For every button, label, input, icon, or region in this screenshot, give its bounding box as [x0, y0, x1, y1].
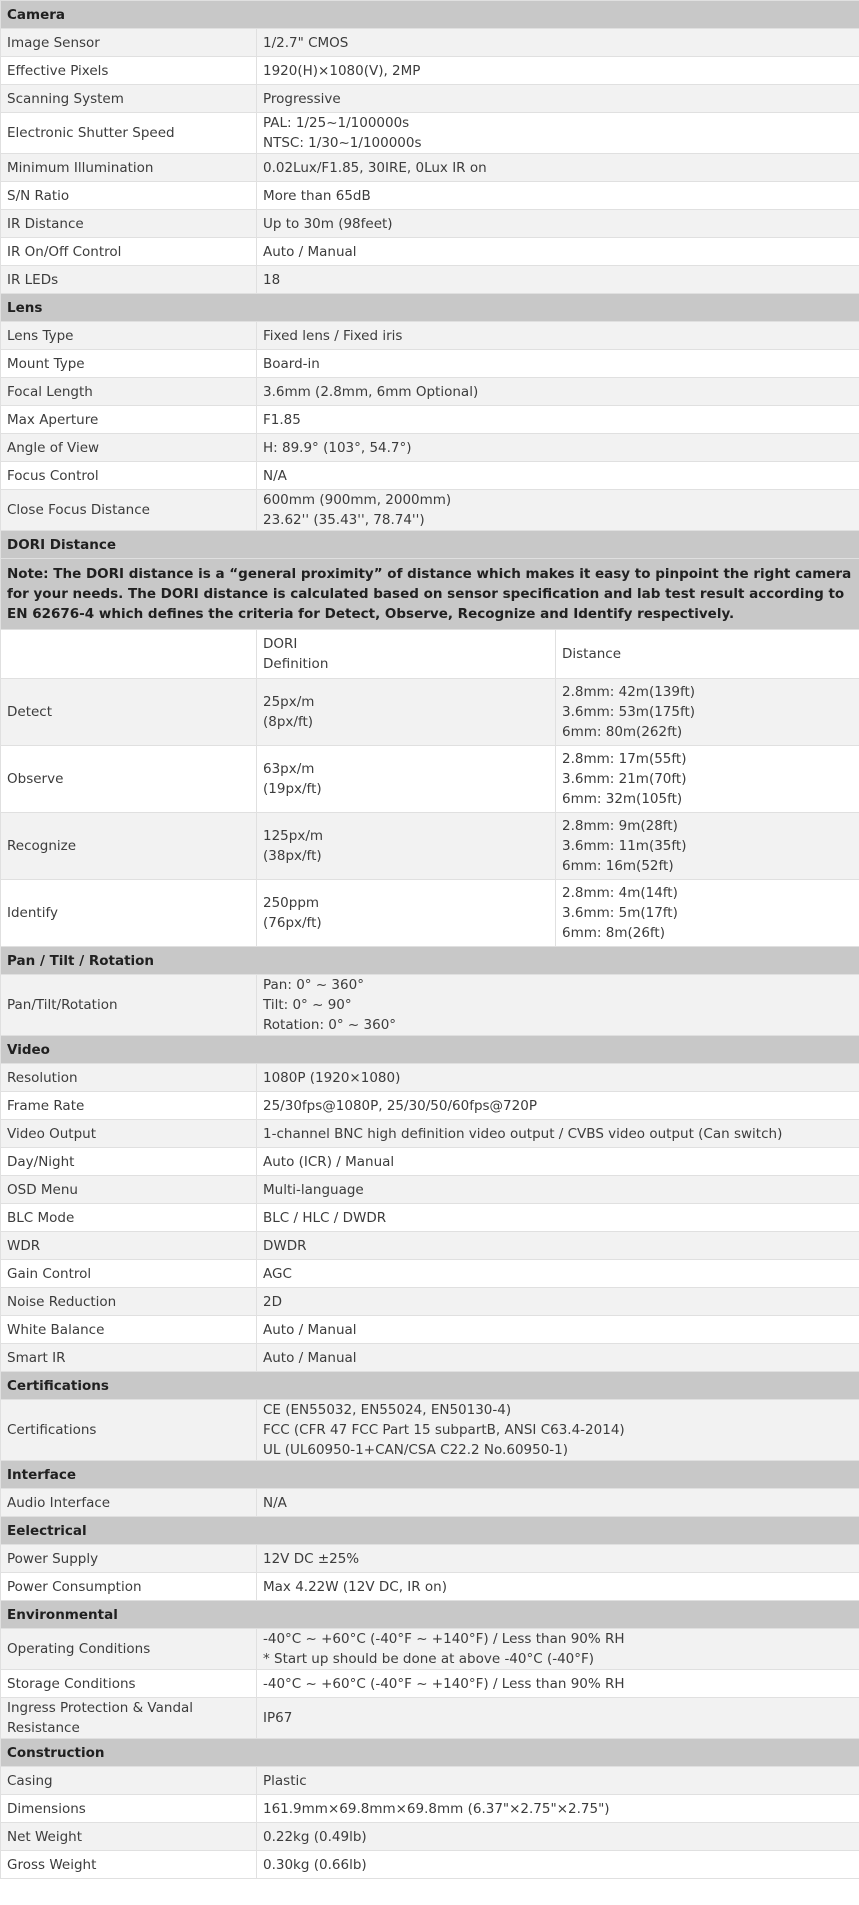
spec-row-sn-ratio — [1, 182, 859, 210]
spec-value: 2D — [257, 1288, 859, 1316]
section-title: Lens — [1, 294, 859, 322]
section-lens — [1, 294, 859, 322]
spec-value: Fixed lens / Fixed iris — [257, 322, 859, 350]
spec-row-operating-conditions — [1, 1629, 859, 1670]
spec-value-line: UL (UL60950-1+CAN/CSA C22.2 No.60950-1) — [263, 1442, 569, 1458]
dori-distance-line: 6mm: 32m(105ft) — [562, 791, 683, 807]
spec-value: N/A — [257, 1489, 859, 1517]
spec-row-image-sensor — [1, 29, 859, 57]
spec-value: 18 — [257, 266, 859, 294]
spec-row-mount-type — [1, 350, 859, 378]
dori-definition-line: 125px/m — [263, 828, 324, 844]
section-construction — [1, 1739, 859, 1767]
spec-label: Focus Control — [1, 462, 257, 490]
spec-label: Gross Weight — [1, 1851, 257, 1879]
spec-value — [257, 1400, 859, 1461]
section-interface — [1, 1461, 859, 1489]
spec-row-shutter-speed — [1, 113, 859, 154]
spec-value: N/A — [257, 462, 859, 490]
spec-label: Focal Length — [1, 378, 257, 406]
dori-distance — [556, 813, 859, 880]
dori-note-row — [1, 559, 859, 630]
spec-label: S/N Ratio — [1, 182, 257, 210]
spec-label: Electronic Shutter Speed — [1, 113, 257, 154]
spec-row-frame-rate — [1, 1092, 859, 1120]
section-electrical — [1, 1517, 859, 1545]
dori-definition-line: 250ppm — [263, 895, 320, 911]
dori-distance-line: 6mm: 16m(52ft) — [562, 858, 674, 874]
dori-distance-line: 3.6mm: 21m(70ft) — [562, 771, 687, 787]
spec-label: White Balance — [1, 1316, 257, 1344]
dori-distance-line: 3.6mm: 5m(17ft) — [562, 905, 678, 921]
spec-label: IR LEDs — [1, 266, 257, 294]
dori-distance — [556, 679, 859, 746]
spec-label: Noise Reduction — [1, 1288, 257, 1316]
spec-label: Power Consumption — [1, 1573, 257, 1601]
spec-value: Auto / Manual — [257, 238, 859, 266]
spec-label: Frame Rate — [1, 1092, 257, 1120]
section-title: Pan / Tilt / Rotation — [1, 947, 859, 975]
spec-value: IP67 — [257, 1698, 859, 1739]
spec-value: 3.6mm (2.8mm, 6mm Optional) — [257, 378, 859, 406]
spec-row-smart-ir — [1, 1344, 859, 1372]
spec-label: Operating Conditions — [1, 1629, 257, 1670]
spec-value: 1-channel BNC high definition video output / CVBS video output (Can switch) — [257, 1120, 859, 1148]
dori-label: Detect — [1, 679, 257, 746]
spec-value: Auto (ICR) / Manual — [257, 1148, 859, 1176]
spec-label: Scanning System — [1, 85, 257, 113]
spec-label: Angle of View — [1, 434, 257, 462]
spec-value: 161.9mm×69.8mm×69.8mm (6.37"×2.75"×2.75") — [257, 1795, 859, 1823]
section-environmental — [1, 1601, 859, 1629]
dori-header-row — [1, 630, 859, 679]
spec-value: BLC / HLC / DWDR — [257, 1204, 859, 1232]
spec-row-effective-pixels — [1, 57, 859, 85]
spec-value: Progressive — [257, 85, 859, 113]
dori-distance-line: 2.8mm: 9m(28ft) — [562, 818, 678, 834]
spec-row-close-focus — [1, 490, 859, 531]
spec-row-audio-interface — [1, 1489, 859, 1517]
spec-value — [257, 1629, 859, 1670]
spec-label: Pan/Tilt/Rotation — [1, 975, 257, 1036]
spec-label: Power Supply — [1, 1545, 257, 1573]
spec-label: OSD Menu — [1, 1176, 257, 1204]
spec-label: Image Sensor — [1, 29, 257, 57]
spec-value-line: Rotation: 0° ~ 360° — [263, 1017, 397, 1033]
spec-row-angle-of-view — [1, 434, 859, 462]
section-title: Construction — [1, 1739, 859, 1767]
spec-label: Certifications — [1, 1400, 257, 1461]
dori-distance-header: Distance — [556, 630, 859, 679]
spec-value: AGC — [257, 1260, 859, 1288]
spec-value: 0.22kg (0.49lb) — [257, 1823, 859, 1851]
dori-definition — [257, 746, 556, 813]
spec-value-line: PAL: 1/25~1/100000s — [263, 115, 410, 131]
spec-row-gain-control — [1, 1260, 859, 1288]
spec-row-pan-tilt-rotation — [1, 975, 859, 1036]
spec-value: 1920(H)×1080(V), 2MP — [257, 57, 859, 85]
spec-value: Auto / Manual — [257, 1316, 859, 1344]
dori-definition-line: (76px/ft) — [263, 915, 322, 931]
dori-empty-cell — [1, 630, 257, 679]
spec-row-storage-conditions — [1, 1670, 859, 1698]
spec-value: H: 89.9° (103°, 54.7°) — [257, 434, 859, 462]
spec-value — [257, 490, 859, 531]
dori-definition — [257, 880, 556, 947]
dori-definition-header-line: DORI — [263, 636, 298, 652]
spec-value: More than 65dB — [257, 182, 859, 210]
dori-distance-line: 2.8mm: 42m(139ft) — [562, 684, 696, 700]
dori-row-detect — [1, 679, 859, 746]
dori-label: Recognize — [1, 813, 257, 880]
spec-row-blc-mode — [1, 1204, 859, 1232]
dori-row-observe — [1, 746, 859, 813]
spec-row-scanning-system — [1, 85, 859, 113]
spec-label: IR Distance — [1, 210, 257, 238]
spec-row-power-consumption — [1, 1573, 859, 1601]
spec-value — [257, 113, 859, 154]
spec-value-line: CE (EN55032, EN55024, EN50130-4) — [263, 1402, 512, 1418]
spec-value: 0.30kg (0.66lb) — [257, 1851, 859, 1879]
section-title: Video — [1, 1036, 859, 1064]
spec-value-line: Tilt: 0° ~ 90° — [263, 997, 352, 1013]
section-video — [1, 1036, 859, 1064]
spec-label: BLC Mode — [1, 1204, 257, 1232]
spec-label: Minimum Illumination — [1, 154, 257, 182]
spec-value: 25/30fps@1080P, 25/30/50/60fps@720P — [257, 1092, 859, 1120]
spec-value: 12V DC ±25% — [257, 1545, 859, 1573]
spec-row-casing — [1, 1767, 859, 1795]
dori-label: Identify — [1, 880, 257, 947]
dori-definition-header-line: Definition — [263, 656, 329, 672]
dori-definition — [257, 813, 556, 880]
spec-value-line: -40°C ~ +60°C (-40°F ~ +140°F) / Less than 90% RH — [263, 1631, 625, 1647]
spec-label: Close Focus Distance — [1, 490, 257, 531]
spec-label: Dimensions — [1, 1795, 257, 1823]
spec-label: Lens Type — [1, 322, 257, 350]
spec-value: Up to 30m (98feet) — [257, 210, 859, 238]
spec-value: Max 4.22W (12V DC, IR on) — [257, 1573, 859, 1601]
spec-label: Resolution — [1, 1064, 257, 1092]
dori-distance-line: 2.8mm: 4m(14ft) — [562, 885, 678, 901]
section-title: Interface — [1, 1461, 859, 1489]
spec-row-resolution — [1, 1064, 859, 1092]
spec-row-ingress-protection — [1, 1698, 859, 1739]
spec-label: WDR — [1, 1232, 257, 1260]
dori-distance-line: 6mm: 80m(262ft) — [562, 724, 683, 740]
dori-note: Note: The DORI distance is a “general proximity” of distance which makes it easy to pinpoint the right camera for your needs. The DORI distance is calculated based on sensor specification and lab test result according to EN 62676-4 which defines the criteria for Detect, Observe, Recognize and Identify respectively. — [1, 559, 859, 630]
spec-label: Gain Control — [1, 1260, 257, 1288]
spec-label: IR On/Off Control — [1, 238, 257, 266]
spec-value-line: 600mm (900mm, 2000mm) — [263, 492, 452, 508]
spec-row-ir-distance — [1, 210, 859, 238]
spec-value-line: 23.62'' (35.43'', 78.74'') — [263, 512, 425, 528]
spec-value: DWDR — [257, 1232, 859, 1260]
spec-label: Effective Pixels — [1, 57, 257, 85]
spec-value: 1080P (1920×1080) — [257, 1064, 859, 1092]
dori-definition-line: (8px/ft) — [263, 714, 314, 730]
spec-value-line: Pan: 0° ~ 360° — [263, 977, 364, 993]
spec-value-line: * Start up should be done at above -40°C (-40°F) — [263, 1651, 595, 1667]
spec-row-wdr — [1, 1232, 859, 1260]
dori-definition-header — [257, 630, 556, 679]
spec-label: Storage Conditions — [1, 1670, 257, 1698]
spec-value — [257, 975, 859, 1036]
spec-row-lens-type — [1, 322, 859, 350]
section-title: Eelectrical — [1, 1517, 859, 1545]
dori-distance-line: 3.6mm: 11m(35ft) — [562, 838, 687, 854]
dori-row-identify — [1, 880, 859, 947]
spec-row-min-illumination — [1, 154, 859, 182]
dori-definition-line: 25px/m — [263, 694, 315, 710]
section-camera — [1, 1, 859, 29]
spec-value: Plastic — [257, 1767, 859, 1795]
dori-definition-line: (38px/ft) — [263, 848, 322, 864]
spec-label: Net Weight — [1, 1823, 257, 1851]
section-dori — [1, 531, 859, 559]
dori-definition-line: (19px/ft) — [263, 781, 322, 797]
spec-row-white-balance — [1, 1316, 859, 1344]
spec-row-osd-menu — [1, 1176, 859, 1204]
spec-value: Auto / Manual — [257, 1344, 859, 1372]
spec-row-focal-length — [1, 378, 859, 406]
spec-row-dimensions — [1, 1795, 859, 1823]
spec-row-day-night — [1, 1148, 859, 1176]
spec-row-noise-reduction — [1, 1288, 859, 1316]
spec-row-certifications — [1, 1400, 859, 1461]
spec-label: Day/Night — [1, 1148, 257, 1176]
spec-label: Audio Interface — [1, 1489, 257, 1517]
spec-label: Mount Type — [1, 350, 257, 378]
spec-row-max-aperture — [1, 406, 859, 434]
dori-row-recognize — [1, 813, 859, 880]
dori-label: Observe — [1, 746, 257, 813]
spec-row-focus-control — [1, 462, 859, 490]
section-title: DORI Distance — [1, 531, 859, 559]
spec-value: Multi-language — [257, 1176, 859, 1204]
spec-value-line: FCC (CFR 47 FCC Part 15 subpartB, ANSI C63.4-2014) — [263, 1422, 625, 1438]
spec-label: Ingress Protection & Vandal Resistance — [1, 1698, 257, 1739]
section-title: Environmental — [1, 1601, 859, 1629]
spec-value: -40°C ~ +60°C (-40°F ~ +140°F) / Less than 90% RH — [257, 1670, 859, 1698]
section-title: Certifications — [1, 1372, 859, 1400]
spec-value: 0.02Lux/F1.85, 30IRE, 0Lux IR on — [257, 154, 859, 182]
spec-label: Smart IR — [1, 1344, 257, 1372]
section-title: Camera — [1, 1, 859, 29]
section-certifications — [1, 1372, 859, 1400]
spec-row-power-supply — [1, 1545, 859, 1573]
dori-distance — [556, 880, 859, 947]
spec-value: F1.85 — [257, 406, 859, 434]
spec-label: Casing — [1, 1767, 257, 1795]
dori-distance-line: 3.6mm: 53m(175ft) — [562, 704, 696, 720]
spec-value-line: NTSC: 1/30~1/100000s — [263, 135, 422, 151]
dori-definition — [257, 679, 556, 746]
spec-row-video-output — [1, 1120, 859, 1148]
dori-distance-line: 6mm: 8m(26ft) — [562, 925, 665, 941]
dori-definition-line: 63px/m — [263, 761, 315, 777]
spec-row-ir-leds — [1, 266, 859, 294]
spec-row-net-weight — [1, 1823, 859, 1851]
spec-row-gross-weight — [1, 1851, 859, 1879]
section-pan-tilt-rotation — [1, 947, 859, 975]
spec-row-ir-control — [1, 238, 859, 266]
dori-distance — [556, 746, 859, 813]
spec-label: Video Output — [1, 1120, 257, 1148]
spec-label: Max Aperture — [1, 406, 257, 434]
dori-distance-line: 2.8mm: 17m(55ft) — [562, 751, 687, 767]
spec-value: Board-in — [257, 350, 859, 378]
spec-value: 1/2.7" CMOS — [257, 29, 859, 57]
